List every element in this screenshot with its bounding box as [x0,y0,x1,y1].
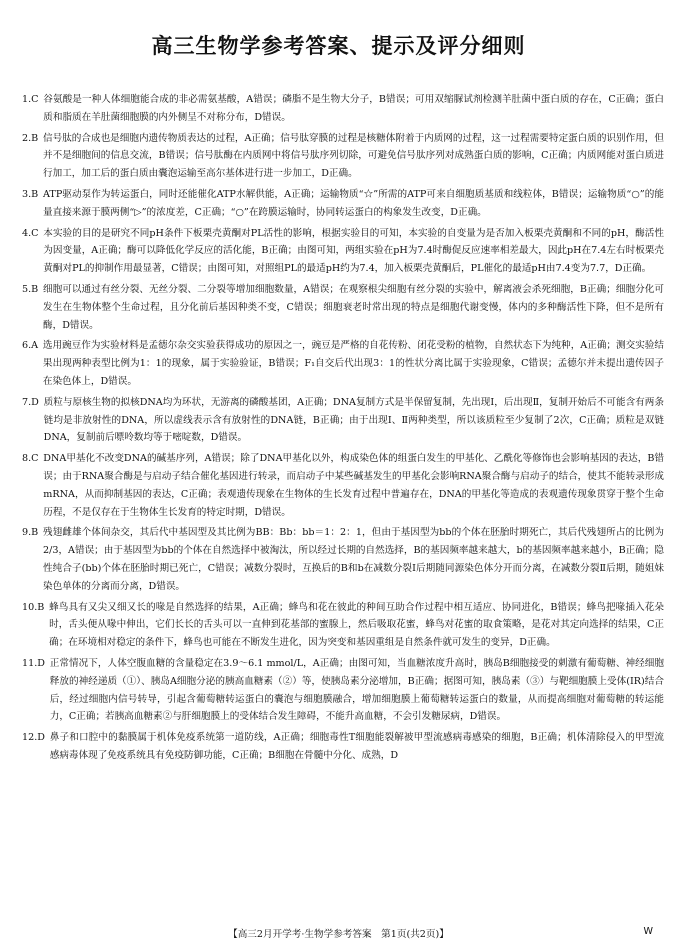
answer-number: 9.B [22,527,44,539]
answer-number: 3.B [22,188,44,200]
answer-text: 谷氨酸是一种人体细胞能合成的非必需氨基酸，A错误；磷脂不是生物大分子，B错误；可用双缩脲试剂检测羊肚菌中蛋白质的存在，C正确；蛋白质和脂质在羊肚菌细胞膜的内外侧呈不对称分布，D错误。 [43,94,664,123]
answer-number: 11.D [22,657,50,669]
answer-text: 鼻子和口腔中的黏膜属于机体免疫系统第一道防线，A正确；细胞毒性T细胞能裂解被甲型流感病毒感染的细胞，B正确；机体清除侵入的甲型流感病毒体现了免疫系统具有免疫防御功能，C正确；B细胞在骨髓中分化、成熟，D [49,732,664,761]
answer-item [22,225,664,278]
answer-text: 选用豌豆作为实验材料是孟德尔杂交实验获得成功的原因之一，豌豆是严格的自花传粉、闭花受粉的植物，自然状态下为纯种，A正确；测交实验结果出现两种表型比例为1：1的现象，属于实验验证，B错误；F₁自交后代出现3：1的性状分离比属于实验现象，C错误；孟德尔并未提出遗传因子在染色体上，D错误。 [42,340,664,387]
answer-item [22,450,664,521]
answer-number: 2.B [22,132,44,144]
answer-number: 4.C [22,227,44,239]
answer-item [22,729,664,765]
answer-item [22,130,664,183]
answer-item [22,655,664,726]
answer-item [22,394,664,447]
answer-item [22,524,664,595]
answer-text: 质粒与原核生物的拟核DNA均为环状，无游离的磷酸基团，A正确；DNA复制方式是半保留复制，先出现Ⅰ，后出现Ⅱ，复制开始后不可能含有两条链均是非放射性的DNA，所以虚线表示含有放射性的DNA链，B正确；由于出现Ⅰ、Ⅱ两种类型，所以该质粒至少复制了2次，C正确；质粒是双链DNA，复制前后嘌呤数均等于嘧啶数，D错误。 [43,396,664,444]
answer-item [22,281,664,334]
answer-number: 12.D [22,732,50,744]
answer-text: ATP驱动泵作为转运蛋白，同时还能催化ATP水解供能，A正确；运输物质“☆”所需的ATP可来自细胞质基质和线粒体，B错误；运输物质“○”的能量直接来源于膜两侧“▷”的浓度差，C正确；“○”在跨膜运输时，协同转运蛋白的构象发生改变，D正确。 [43,188,664,218]
answer-number: 1.C [22,94,44,105]
answer-text: 本实验的目的是研究不同pH条件下板栗壳黄酮对PL活性的影响，根据实验目的可知，本实验的自变量为是否加入板栗壳黄酮和不同的pH，酶活性为因变量，A正确；酶可以降低化学反应的活化能，B正确；由图可知，两组实验在pH为7.4时酶促反应速率相差最大，因此pH在7.4左右时板栗壳黄酮对PL的抑制作用最显著，C错误；由图可知，对照组PL的最适pH约为7.4，加入板栗壳黄酮后，PL催化的最适pH由7.4变为7.7，D正确。 [43,227,664,275]
answer-text: 蜂鸟具有又尖又细又长的喙是自然选择的结果，A正确；蜂鸟和花在彼此的种间互助合作过程中相互适应、协同进化，B错误；蜂鸟把喙插入花朵时，舌头便从喙中伸出，它们长长的舌头可以一直伸到花基部的蜜腺上，然后吸取花蜜，蜂鸟对花蜜的取食策略，是花对其定向选择的结果，C正确；在环境相对稳定的条件下，蜂鸟也可能在不断发生进化，因为突变和基因重组是自然条件就可发生的变异，D正确。 [49,601,664,649]
answer-number: 6.A [22,340,43,352]
answer-number: 8.C [22,453,44,465]
answer-number: 7.D [22,396,44,408]
answer-text: 细胞可以通过有丝分裂、无丝分裂、二分裂等增加细胞数量，A错误；在观察根尖细胞有丝分裂的实验中，解离液会杀死细胞，B正确；细胞分化可发生在生物体整个生命过程，且分化前后基因种类不变，C错误；细胞衰老时常出现的特点是细胞代谢变慢，体内的多种酶活性下降，但不是所有酶，D错误。 [43,283,664,331]
answer-text: 信号肽的合成也是细胞内遗传物质表达的过程，A正确；信号肽穿膜的过程是核糖体附着于内质网的过程，这一过程需要特定蛋白质的识别作用，但并不是细胞间的信息交流，B错误；信号肽酶在内质网中将信号肽序列切除，可避免信号肽序列对成熟蛋白质的影响，C正确；内质网能对蛋白质进行加工，加工后的蛋白质由囊泡运输至高尔基体进行进一步加工，D正确。 [43,132,664,180]
answer-list [22,91,664,768]
answer-number: 10.B [22,601,50,613]
answer-text: 残翅雌雄个体间杂交，其后代中基因型及其比例为BB：Bb：bb＝1：2：1，但由于基因型为bb的个体在胚胎时期死亡，其后代残翅所占的比例为2/3，A错误；由于基因型为bb的个体在自然选择中被淘汰，所以经过长期的自然选择，B的基因频率越来越大，b的基因频率越来越小，B正确；隐性纯合子(bb)个体在胚胎时期已死亡，C错误；减数分裂时，互换后的B和b在减数分裂Ⅰ后期随同源染色体分开而分离，在减数分裂Ⅱ后期，随姐妹染色单体的分离而分离，D错误。 [43,527,664,592]
page-footer: 【高三2月开学考·生物学参考答案 第1页(共2页)】 [228,929,449,940]
answer-text: DNA甲基化不改变DNA的碱基序列，A错误；除了DNA甲基化以外，构成染色体的组蛋白发生的甲基化、乙酰化等修饰也会影响基因的表达，B错误；由于RNA聚合酶是与启动子结合催化基因进行转录，而启动子中某些碱基发生的甲基化会影响RNA聚合酶与启动子的结合，使其不能转录形成mRNA，从而抑制基因的表达，C正确；表观遗传现象在生物体的生长发育过程中普遍存在，DNA的甲基化等造成的表观遗传现象贯穿于整个生命历程，不是仅存在于生物体生长发育的特定时期，D错误。 [43,453,665,518]
answer-item [22,186,664,222]
answer-text: 正常情况下，人体空腹血糖的含量稳定在3.9～6.1 mmol/L，A正确；由图可知，当血糖浓度升高时，胰岛B细胞接受的刺激有葡萄糖、神经细胞释放的神经递质（①）、胰岛A细胞分泌的胰高血糖素（②）等，使胰岛素分泌增加，B正确；据图可知，胰岛素（③）与靶细胞膜上受体(IR)结合后，经过细胞内信号转导，引起含葡萄糖转运蛋白的囊泡与细胞膜融合，增加细胞膜上葡萄糖转运蛋白的数量，从而提高细胞对葡萄糖的转运能力，C正确；若胰高血糖素②与肝细胞膜上的受体结合发生障碍，不能升高血糖，不会引发糖尿病，D错误。 [49,657,664,723]
page-title: 高三生物学参考答案、提示及评分细则 [151,34,526,58]
answer-item [22,337,664,390]
answer-item [22,91,664,127]
answer-item [22,599,664,652]
answer-number: 5.B [22,283,44,295]
version-mark: W [643,926,653,937]
